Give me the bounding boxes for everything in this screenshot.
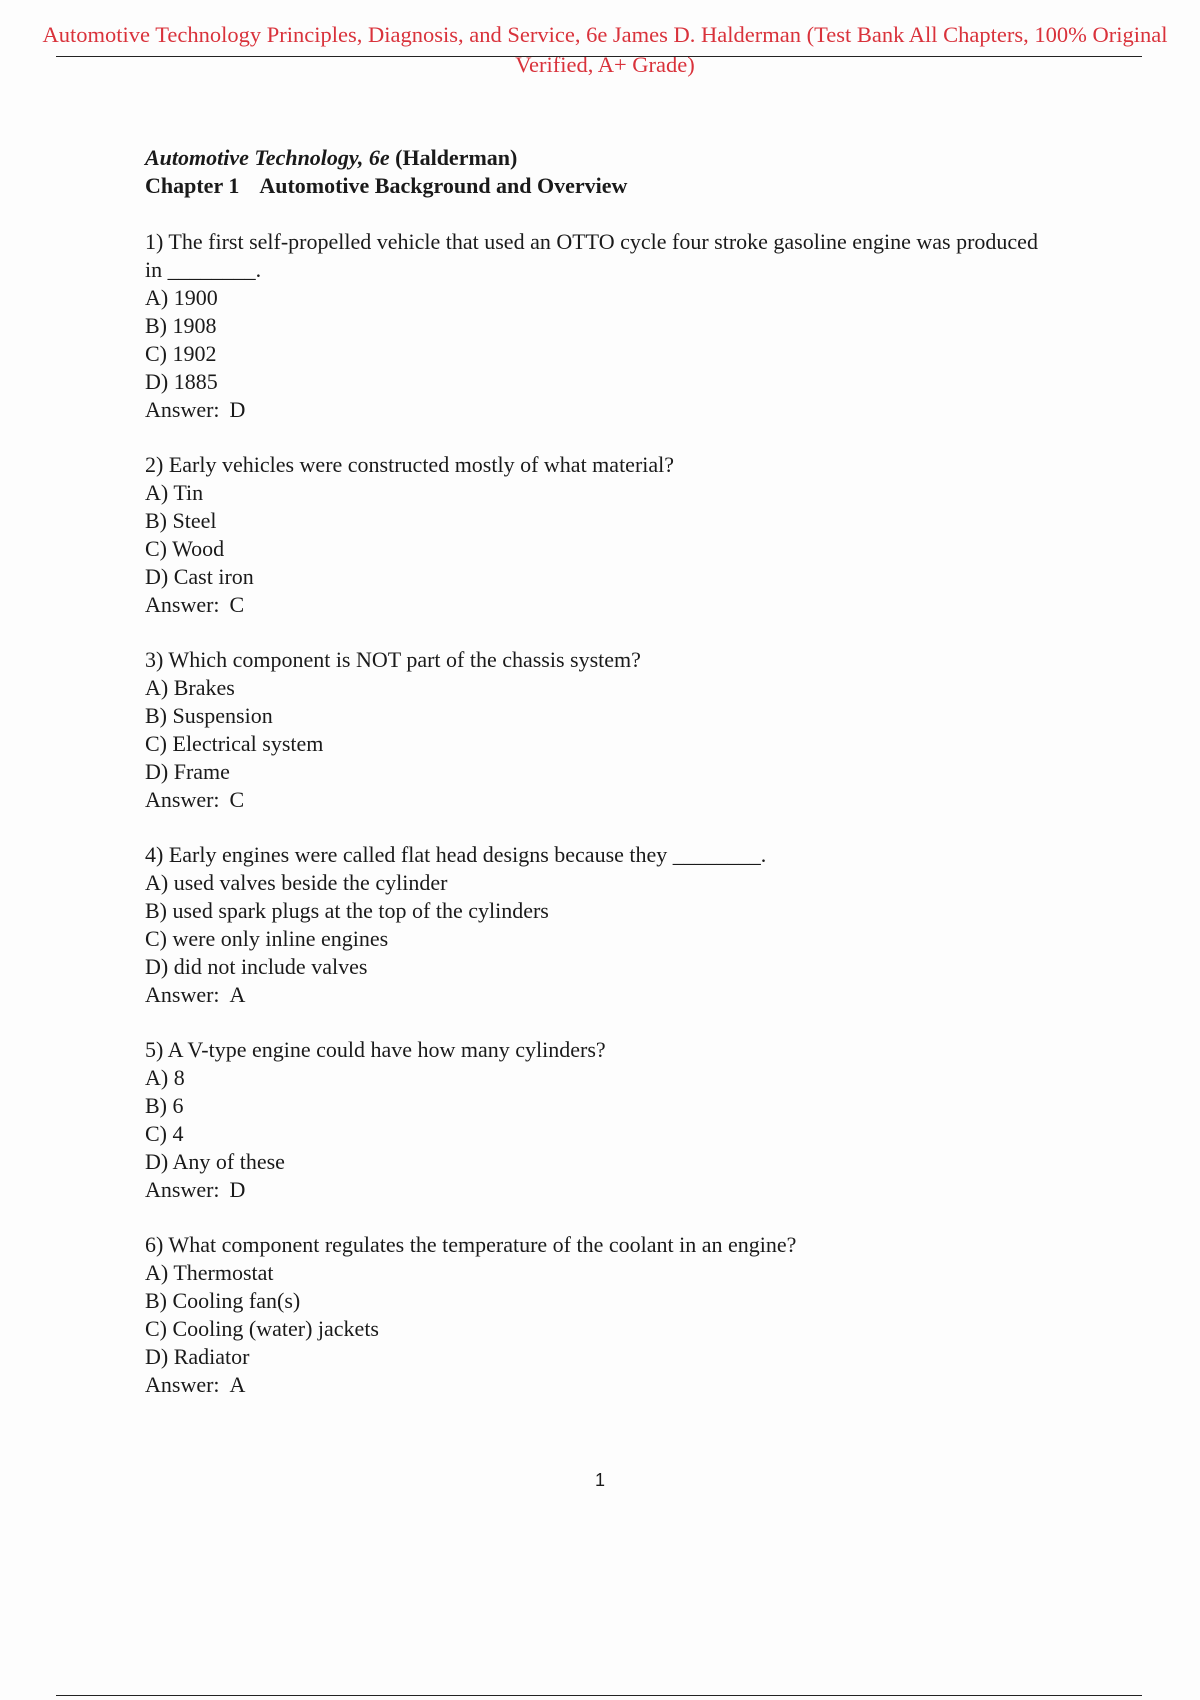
footer-divider [56,1695,1142,1696]
book-title [145,144,1045,172]
question-option-a: A) used valves beside the cylinder [145,870,448,895]
question-3 [145,646,1045,814]
answer-value: C [229,787,245,812]
question-stem: 1) The first self-propelled vehicle that used an OTTO cycle four stroke gasoline engine was produced in ________. [145,229,1038,282]
question-option-a: A) 1900 [145,285,218,310]
answer-label: Answer: [145,982,220,1007]
question-option-d: D) did not include valves [145,954,368,979]
document-body [145,144,1045,1426]
question-option-c: C) were only inline engines [145,926,389,951]
question-stem: 5) A V-type engine could have how many cylinders? [145,1037,606,1062]
question-option-b: B) 6 [145,1093,184,1118]
question-stem: 3) Which component is NOT part of the chassis system? [145,647,641,672]
question-5 [145,1036,1045,1204]
book-title-author: (Halderman) [389,145,518,170]
question-option-d: D) Cast iron [145,564,254,589]
question-option-c: C) Cooling (water) jackets [145,1316,379,1341]
question-option-b: B) Cooling fan(s) [145,1288,301,1313]
question-1 [145,228,1045,424]
answer-label: Answer: [145,1177,220,1202]
question-option-b: B) used spark plugs at the top of the cylinders [145,898,549,923]
question-6 [145,1231,1045,1399]
question-option-d: D) 1885 [145,369,218,394]
answer-label: Answer: [145,397,220,422]
question-stem: 2) Early vehicles were constructed mostly of what material? [145,452,675,477]
question-option-a: A) Tin [145,480,204,505]
answer-label: Answer: [145,1372,220,1397]
question-option-d: D) Radiator [145,1344,250,1369]
chapter-number: Chapter 1 [145,173,240,198]
book-title-italic: Automotive Technology, 6e [145,145,390,170]
answer-value: D [229,397,246,422]
answer-label: Answer: [145,592,220,617]
question-option-c: C) Wood [145,536,225,561]
question-option-c: C) Electrical system [145,731,324,756]
question-option-b: B) 1908 [145,313,217,338]
question-option-a: A) Brakes [145,675,235,700]
question-option-c: C) 1902 [145,341,217,366]
question-option-b: B) Steel [145,508,217,533]
question-answer [145,1176,1045,1204]
question-option-d: D) Any of these [145,1149,285,1174]
answer-value: A [229,1372,246,1397]
question-option-d: D) Frame [145,759,230,784]
question-4 [145,841,1045,1009]
answer-value: A [229,982,246,1007]
question-answer [145,786,1045,814]
chapter-name: Automotive Background and Overview [259,173,628,198]
question-2 [145,451,1045,619]
answer-value: C [229,592,245,617]
question-answer [145,1371,1045,1399]
question-stem: 6) What component regulates the temperature of the coolant in an engine? [145,1232,797,1257]
header-banner: Automotive Technology Principles, Diagnosis, and Service, 6e James D. Halderman (Test Bank All Chapters, 100% Original Verified, A+ Grade) [42,22,1168,77]
question-stem: 4) Early engines were called flat head designs because they ________. [145,842,767,867]
page-number: 1 [594,1470,605,1490]
answer-label: Answer: [145,787,220,812]
question-answer [145,981,1045,1009]
question-option-c: C) 4 [145,1121,184,1146]
chapter-title [145,172,1045,200]
answer-value: D [229,1177,246,1202]
question-option-a: A) 8 [145,1065,185,1090]
question-option-b: B) Suspension [145,703,273,728]
question-option-a: A) Thermostat [145,1260,274,1285]
question-answer [145,396,1045,424]
header-divider [56,56,1142,57]
question-answer [145,591,1045,619]
question-list [145,228,1045,1399]
